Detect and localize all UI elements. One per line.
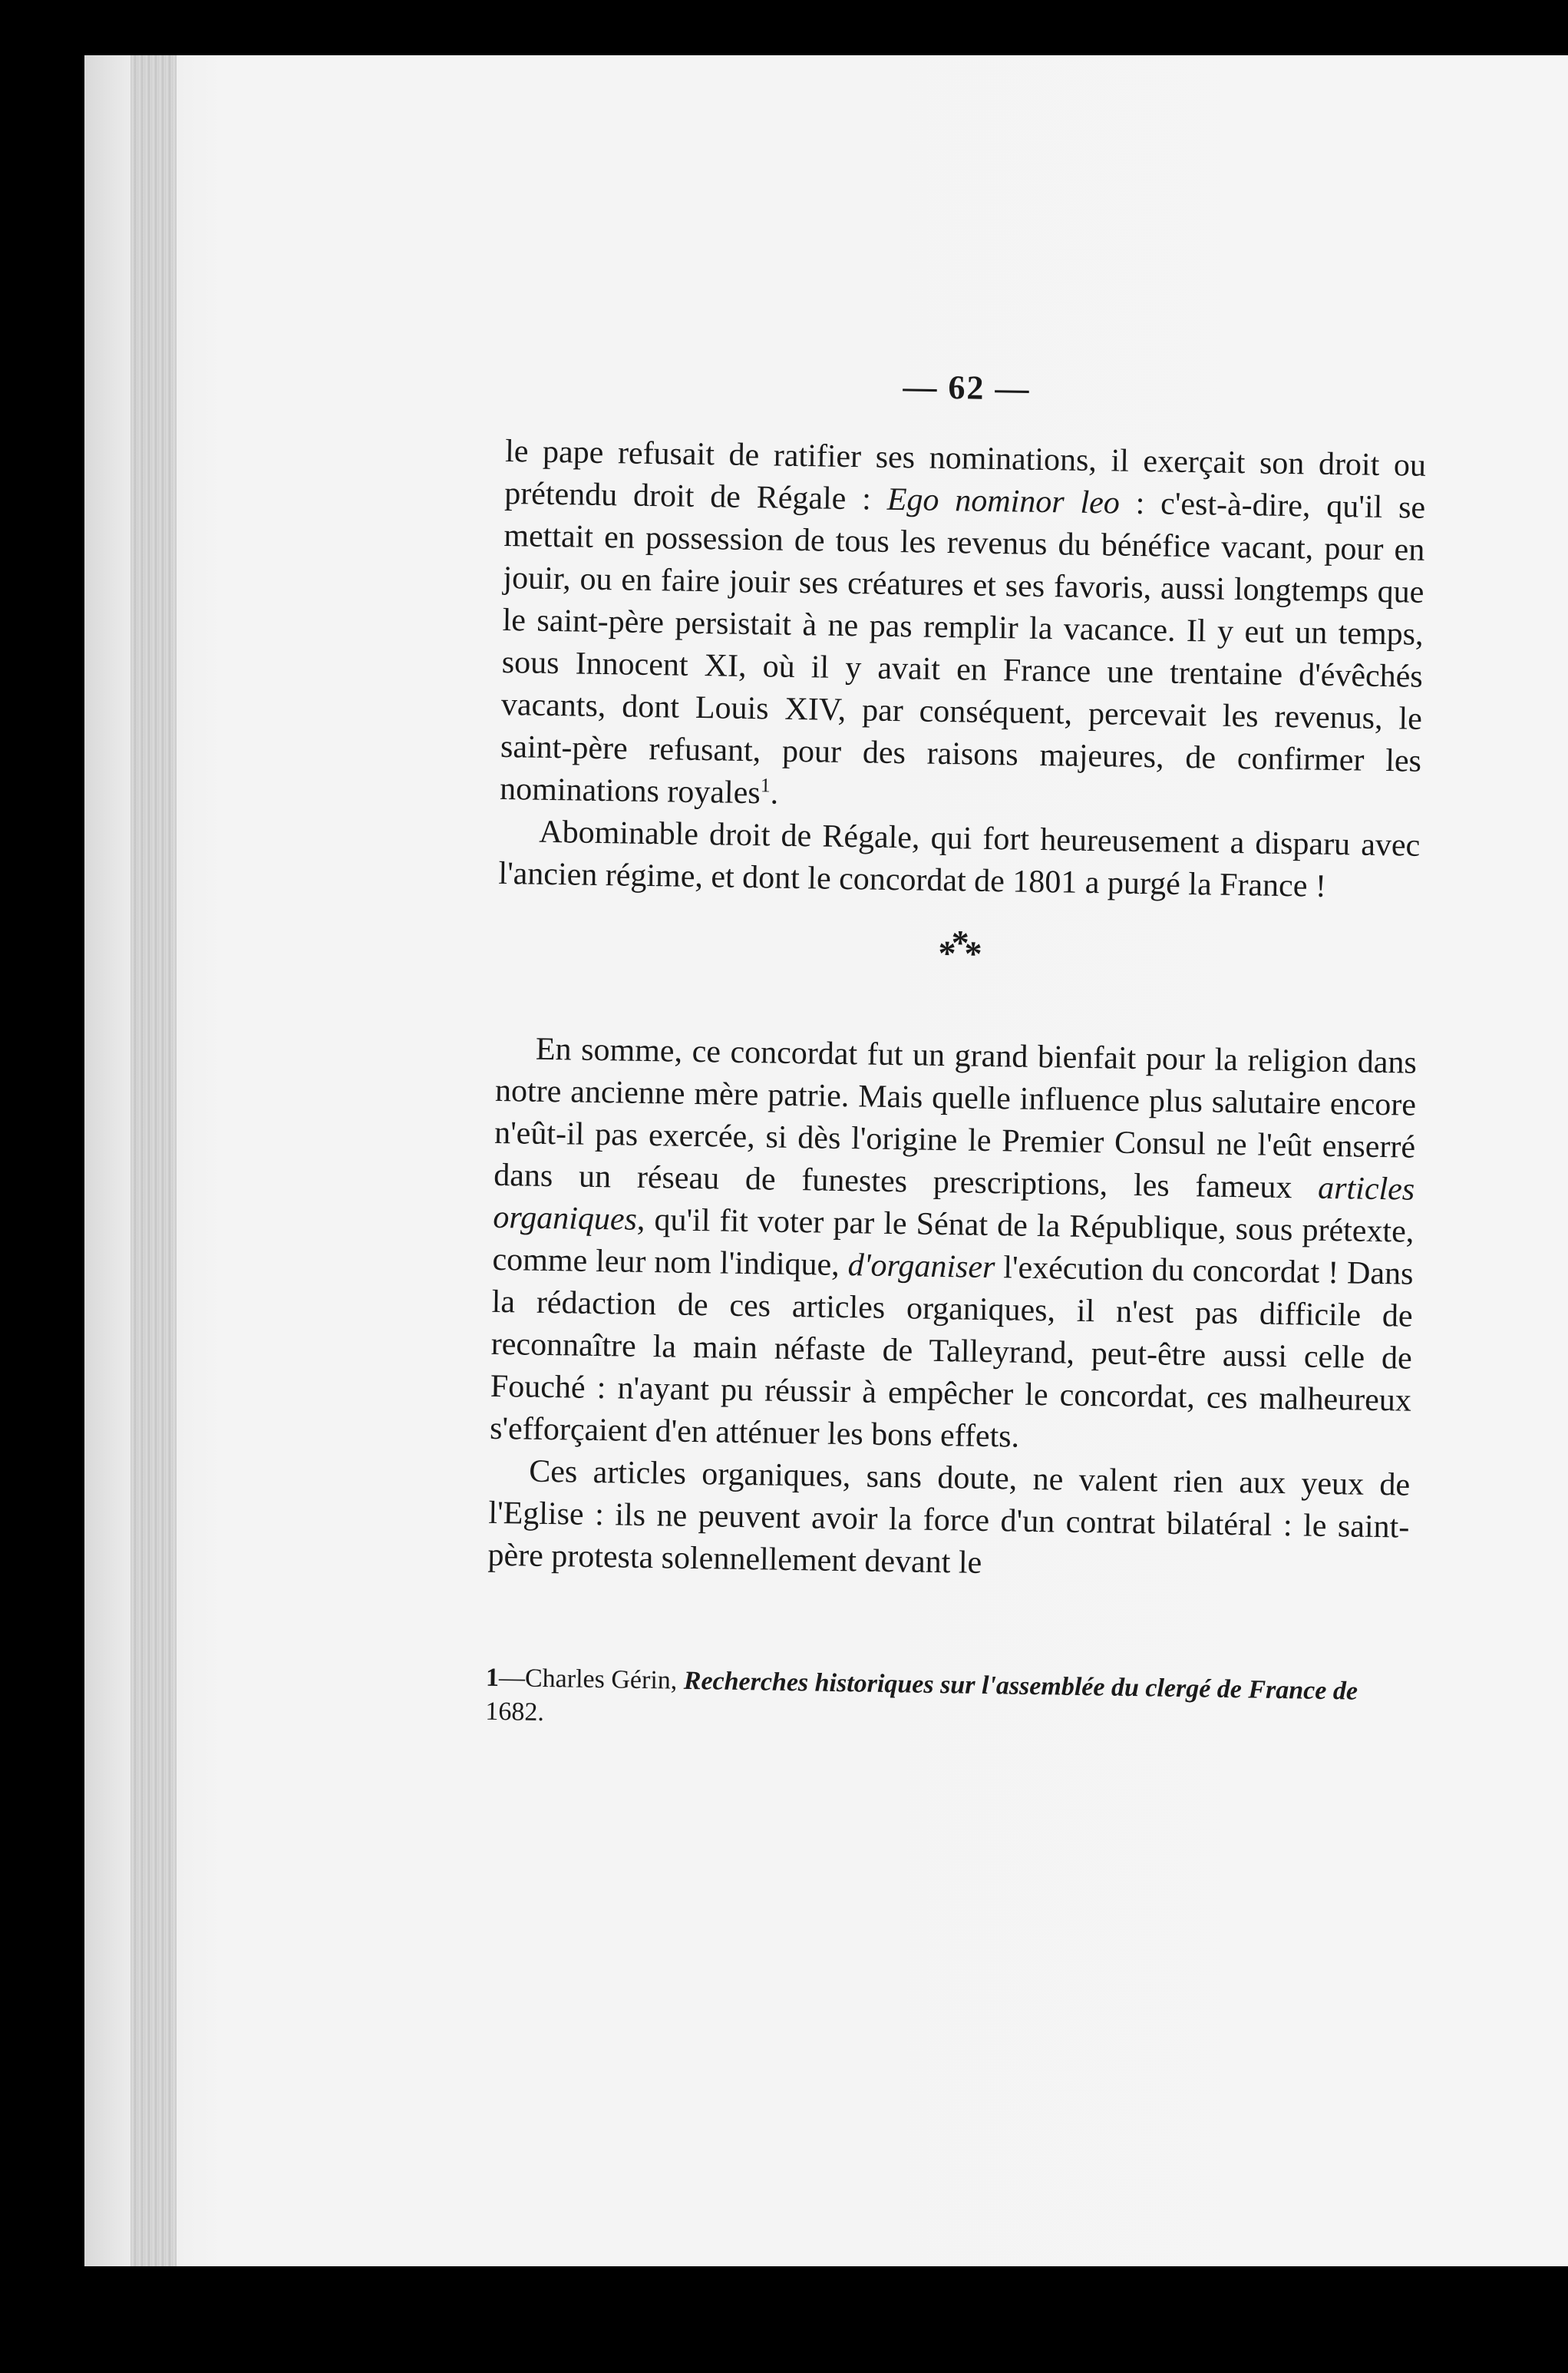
paragraphs-after-separator <box>487 1028 1417 1591</box>
footnote-reference: 1 <box>760 774 771 797</box>
footnote-title: Recherches historiques sur l'assemblée du clergé de France de <box>683 1666 1358 1706</box>
text-run: : c'est-à-dire, qu'il se mettait en possession de tous les revenus du bénéfice vacant, pour en jouir, ou en faire jouir ses créatures et ses favoris, aussi longtemps que le saint-père persistait à ne pas remplir la vacance. Il y eut un temps, sous Innocent XI, où il y avait en France une trentaine d'évêchés vacants, dont Louis XIV, par conséquent, percevait les revenus, le saint-père refusant, pour des raisons majeures, de confirmer les nominations royales <box>499 485 1426 811</box>
footnote <box>485 1661 1407 1743</box>
italic-phrase: articles organiques <box>493 1170 1415 1238</box>
paragraph <box>498 811 1421 910</box>
text-run: Ces articles organiques, sans doute, ne valent rien aux yeux de l'Eglise : ils ne peuvent avoir la force d'un contrat bilatéral : le saint-père protesta solennellement devant le <box>487 1453 1411 1581</box>
footnote-author: Charles Gérin, <box>524 1664 685 1695</box>
text-run: l'exécution du concordat ! Dans la rédaction de ces articles organiques, il n'est pas difficile de reconnaître la main néfaste de Talleyrand, peut-être aussi celle de Fouché : n'ayant pu réussir à empêcher le concordat, ces malheureux s'efforçaient d'en atténuer les bons effets. <box>489 1250 1414 1455</box>
footnote-year: 1682. <box>485 1697 545 1727</box>
text-run: Abominable droit de Régale, qui fort heureusement a disparu avec l'ancien régime, et dont le concordat de 1801 a purgé la France ! <box>498 814 1421 904</box>
page-number: — 62 — <box>903 368 1031 408</box>
paragraph <box>487 1450 1410 1591</box>
section-separator <box>497 923 1419 981</box>
italic-phrase: Ego nominor leo <box>886 481 1121 521</box>
separator-star-left: * <box>938 933 952 973</box>
italic-phrase: d'organiser <box>847 1248 995 1286</box>
paragraphs-before-separator <box>498 431 1426 910</box>
text-run: En somme, ce concordat fut un grand bienfait pour la religion dans notre ancienne mère patrie. Mais quelle influence plus salutaire encore n'eût-il pas exercée, si dès l'origine le Premier Consul ne l'eût enserré dans un réseau de funestes prescriptions, les fameux <box>493 1031 1418 1206</box>
footnote-dash: — <box>498 1664 526 1693</box>
paragraph <box>490 1028 1417 1465</box>
separator-star-right: * <box>964 934 978 973</box>
text-run: , qu'il fit voter par le Sénat de la République, sous prétexte, comme leur nom l'indique, <box>492 1201 1415 1284</box>
paragraph <box>500 431 1427 825</box>
text-run: le pape refusait de ratifier ses nominations, il exerçait son droit ou prétendu droit de Régale : <box>503 433 1427 517</box>
footnote-number: 1 <box>485 1663 500 1693</box>
text-run: . <box>770 775 779 811</box>
separator-star-top: * <box>951 923 966 963</box>
page-gutter <box>130 55 177 2266</box>
page-text-block <box>485 361 1428 1743</box>
